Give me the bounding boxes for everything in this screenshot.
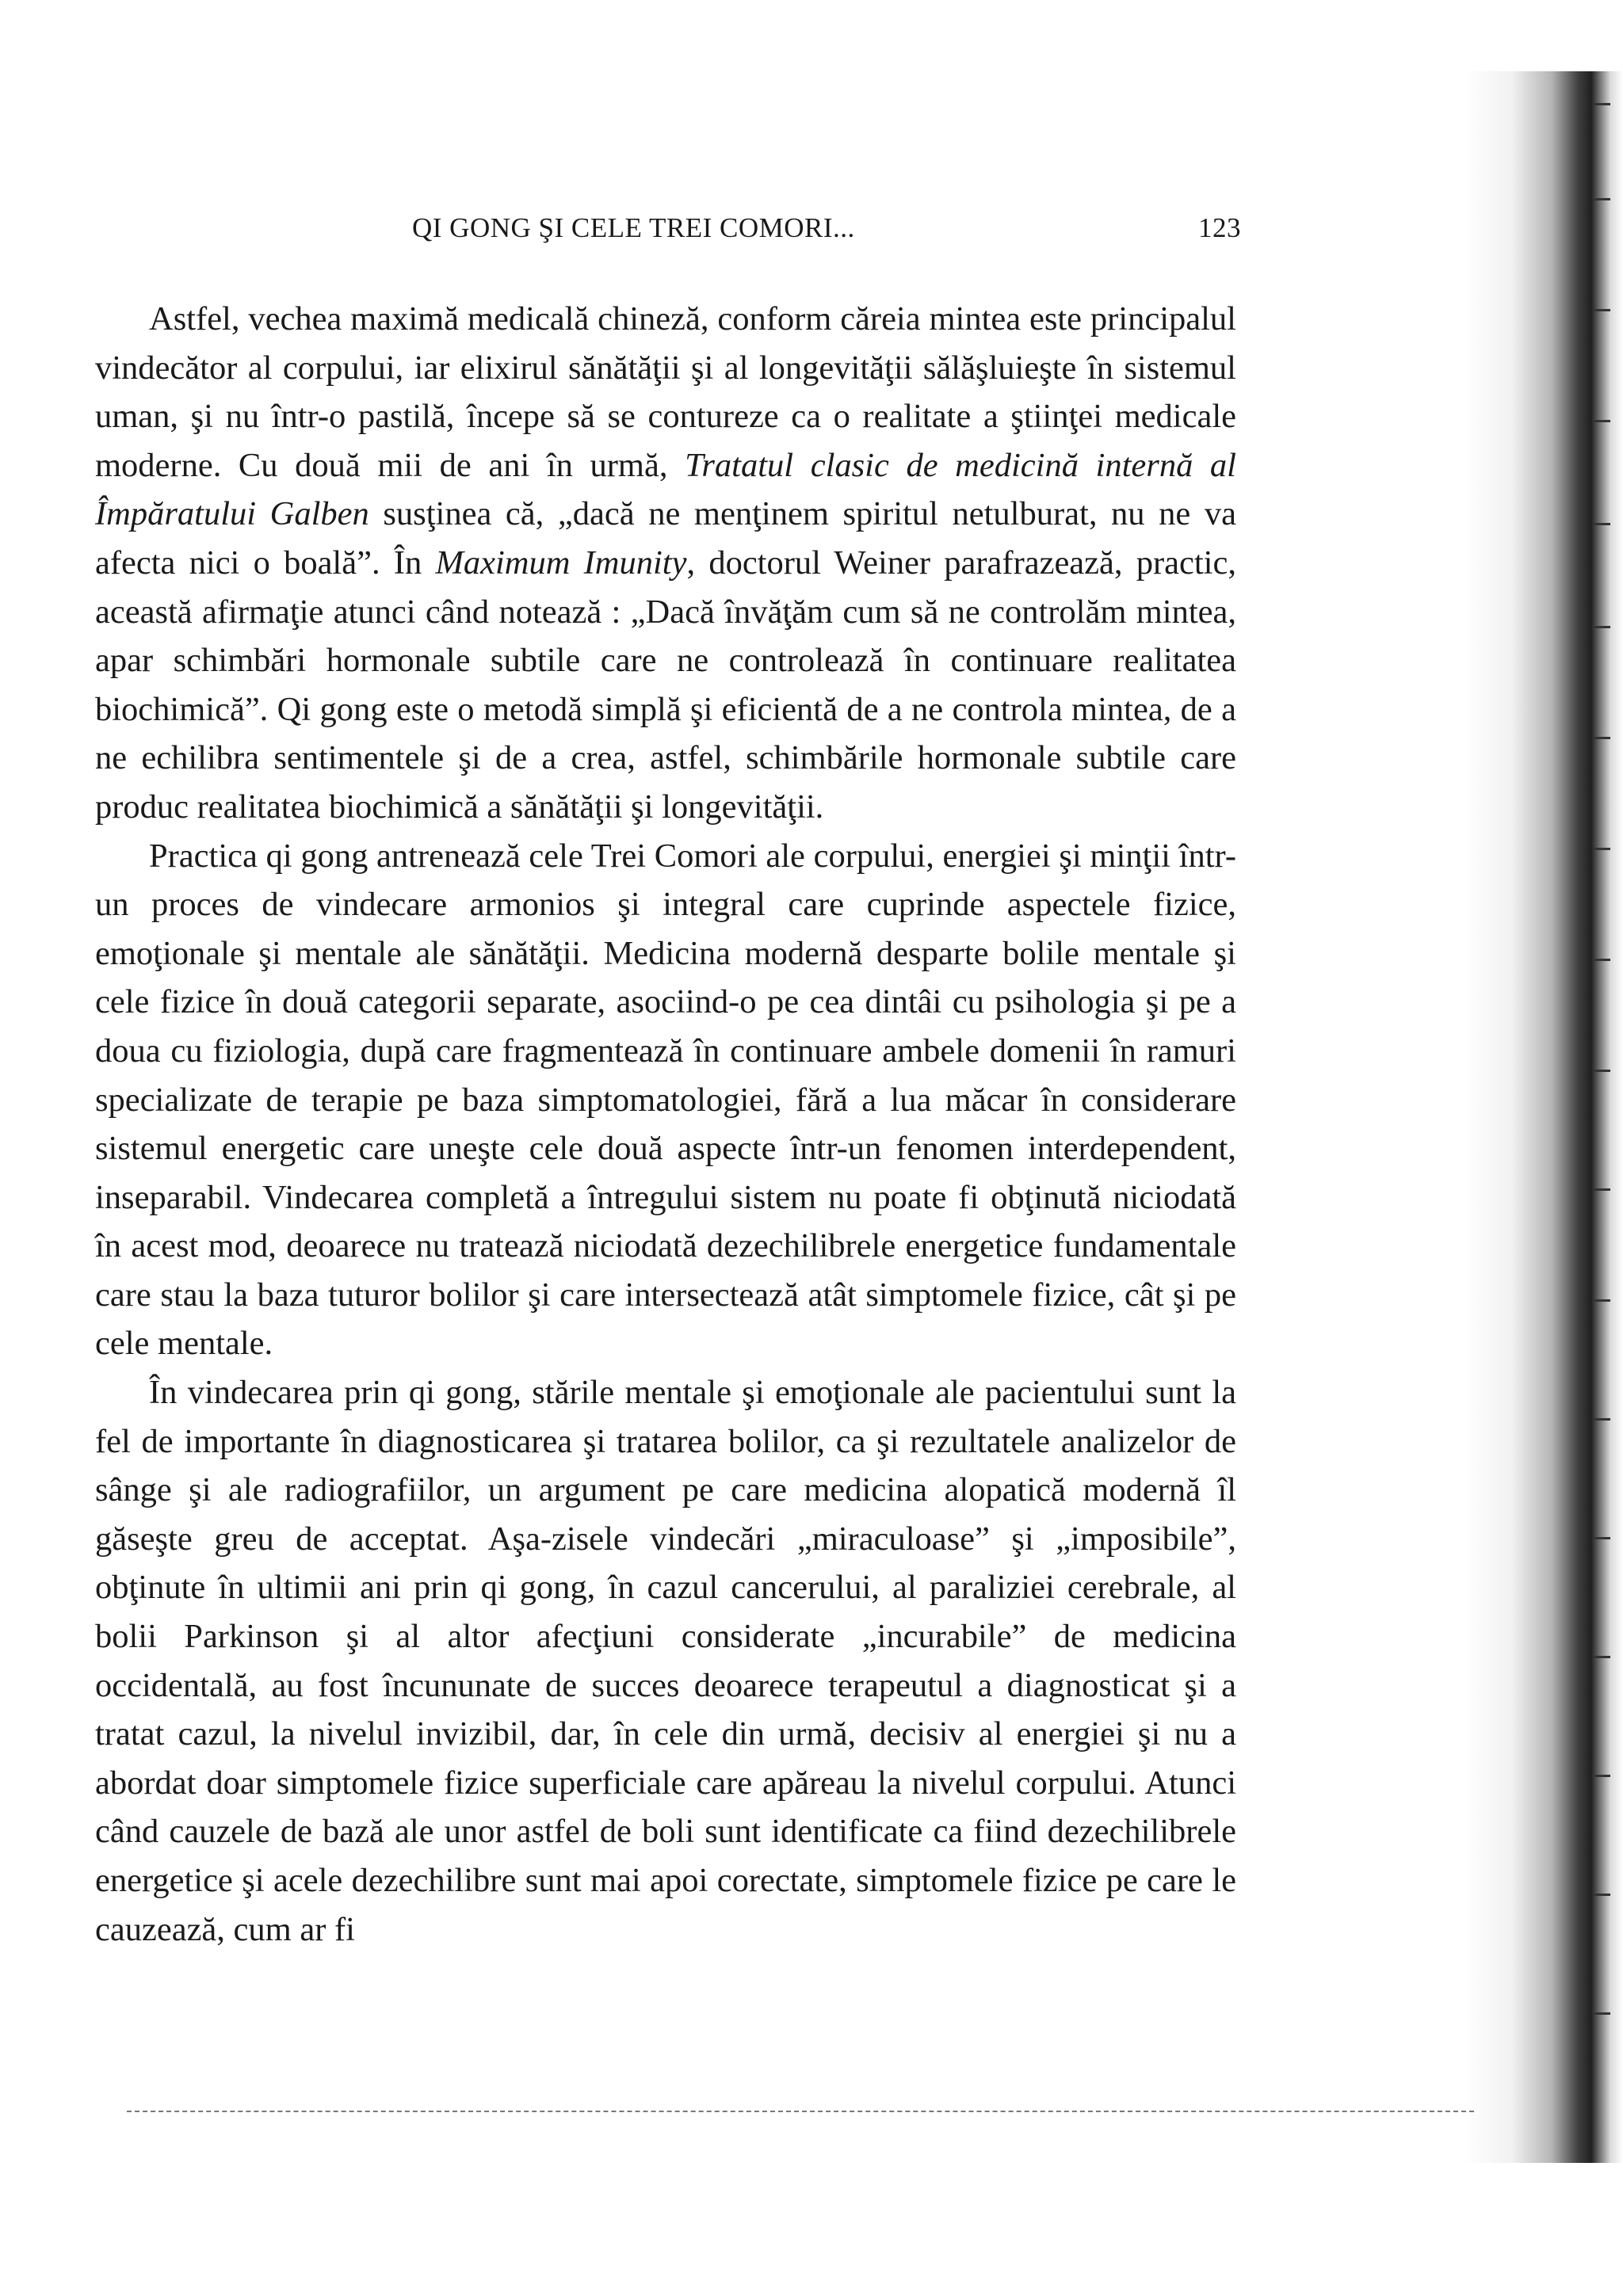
binding-tick	[1593, 420, 1610, 422]
binding-tick	[1593, 737, 1610, 739]
body-text	[95, 295, 1236, 1954]
paragraph-2: Practica qi gong antrenează cele Trei Comori ale corpului, energiei şi minţii într-un proces de vindecare armonios şi integral care cuprinde aspectele fizice, emoţionale şi mentale ale sănătăţii. Medicina modernă desparte bolile mentale şi cele fizice în două categorii separate, asociind-o pe cea dintâi cu psihologia şi pe a doua cu fiziologia, după care fragmentează în continuare ambele domenii în ramuri specializate de terapie pe baza simptomatologiei, fără a lua măcar în considerare sistemul energetic care uneşte cele două aspecte într-un fenomen interdependent, inseparabil. Vindecarea completă a întregului sistem nu poate fi obţinută niciodată în acest mod, deoarece nu tratează niciodată dezechilibrele energetice fundamentale care stau la baza tuturor bolilor şi care intersectează atât simptomele fizice, cât şi pe cele mentale.	[95, 837, 1236, 1363]
book-title-maximum-imunity: Maximum Imunity	[435, 543, 687, 582]
paragraph-3: În vindecarea prin qi gong, stările mentale şi emoţionale ale pacientului sunt la fel de importante în diagnosticarea şi tratarea bolilor, ca şi rezultatele analizelor de sânge şi ale radiografiilor, un argument pe care medicina alopatică modernă îl găseşte greu de acceptat. Aşa-zisele vindecări „miraculoase” şi „imposibile”, obţinute în ultimii ani prin qi gong, în cazul cancerului, al paraliziei cerebrale, al bolii Parkinson şi al altor afecţiuni considerate „incurabile” de medicina occidentală, au fost încununate de succes deoarece terapeutul a diagnosticat şi a tratat cazul, la nivelul invizibil, dar, în cele din urmă, decisiv al energiei şi nu a abordat doar simptomele fizice superficiale care apăreau la nivelul corpului. Atunci când cauzele de bază ale unor astfel de boli sunt identificate ca fiind dezechilibrele energetice şi acele dezechilibre sunt mai apoi corectate, simptomele fizice pe care le cauzează, cum ar fi	[95, 1374, 1236, 1948]
binding-tick	[1593, 523, 1610, 525]
page-number: 123	[1198, 212, 1241, 243]
binding-tick	[1593, 1070, 1610, 1072]
binding-tick	[1593, 198, 1610, 200]
binding-tick	[1593, 626, 1610, 628]
book-title-yellow-emperor: Tratatul clasic de medicină internă al Împăratului Galben	[95, 446, 1236, 533]
paragraph-1	[95, 295, 1236, 832]
paragraph-1-part-b: susţinea că, „dacă ne menţinem spiritul netulburat, nu ne va afecta nici o boală”. În	[95, 495, 1236, 582]
binding-tick	[1593, 959, 1610, 961]
running-head	[412, 212, 1241, 250]
binding-tick	[1593, 1418, 1610, 1421]
paragraph-1-part-c: , doctorul Weiner parafrazează, practic, această afirmaţie atunci când notează : „Dacă învăţăm cum să ne controlăm mintea, apar schimbări hormonale subtile care ne controlează în continuare realitatea biochimică”. Qi gong este o metodă simplă şi eficientă de a ne controla mintea, de a ne echilibra sentimentele şi de a crea, astfel, schimbările hormonale subtile care produc realitatea biochimică a sănătăţii şi longevităţii.	[95, 543, 1236, 826]
binding-tick	[1593, 1894, 1610, 1896]
binding-tick	[1593, 2012, 1610, 2015]
paragraph-1-part-a: Astfel, vechea maximă medicală chineză, conform căreia mintea este principalul vindecător al corpului, iar elixirul sănătăţii şi al longevităţii sălăşluieşte în sistemul uman, şi nu într-o pastilă, începe să se contureze ca o realitate a ştiinţei medicale moderne. Cu două mii de ani în urmă,	[95, 300, 1236, 484]
binding-tick	[1593, 1656, 1610, 1658]
binding-shadow	[1465, 71, 1623, 2163]
binding-tick	[1593, 1537, 1610, 1539]
binding-tick	[1593, 1775, 1610, 1777]
binding-tick	[1593, 103, 1610, 105]
running-title: QI GONG ŞI CELE TREI COMORI...	[412, 212, 855, 243]
binding-tick	[1593, 848, 1610, 850]
binding-tick	[1593, 1299, 1610, 1302]
binding-tick	[1593, 1188, 1610, 1191]
binding-tick	[1593, 309, 1610, 311]
bottom-scan-line	[127, 2111, 1474, 2112]
